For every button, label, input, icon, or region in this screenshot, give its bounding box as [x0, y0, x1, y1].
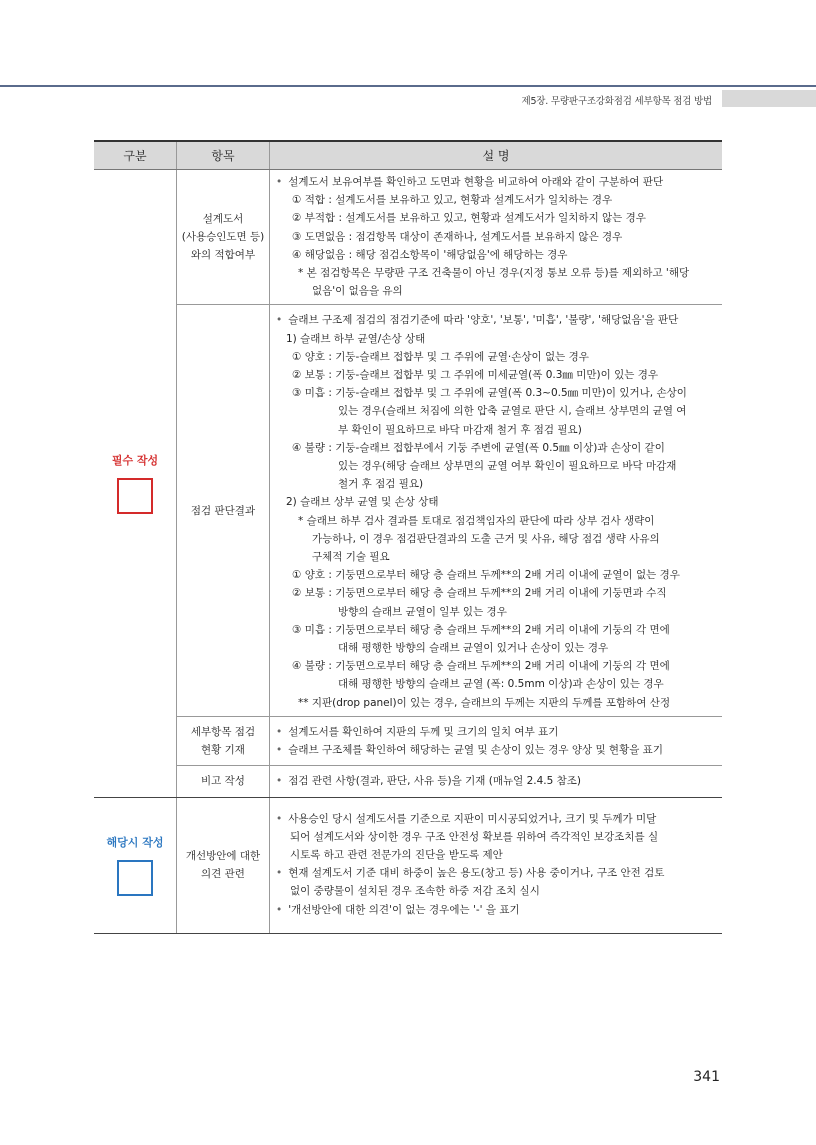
- description-line: [276, 901, 722, 919]
- header-rule: [0, 85, 816, 87]
- description-text: 시토록 하고 관련 전문가의 진단을 받도록 제안: [290, 848, 503, 861]
- item-cell: [177, 305, 270, 716]
- description-line: [276, 621, 722, 639]
- description-text: 1) 슬래브 하부 균열/손상 상태: [286, 332, 426, 345]
- description-text: 점검 관련 사항(결과, 판단, 사유 등)을 기재 (매뉴얼 2.4.5 참조): [288, 775, 582, 788]
- description-line: [276, 694, 722, 712]
- description-line: [276, 723, 722, 741]
- description-text: ② 부적합 : 설계도서를 보유하고 있고, 현황과 설계도서가 일치하지 않는 경우: [292, 212, 646, 225]
- bullet-icon: •: [276, 812, 283, 825]
- table-row: [94, 170, 722, 305]
- chapter-tab-bar: [722, 90, 816, 107]
- description-line: [276, 772, 722, 790]
- description-line: [276, 675, 722, 693]
- description-text: 있는 경우(해당 슬래브 상부면의 균열 여부 확인이 필요하므로 바닥 마감재: [338, 460, 677, 473]
- description-line: [276, 330, 722, 348]
- description-line: [276, 566, 722, 584]
- description-text: 구체적 기술 필요: [312, 551, 390, 564]
- item-label: 점검 판단결과: [190, 504, 256, 517]
- description-line: [276, 657, 722, 675]
- description-line: [276, 421, 722, 439]
- description-line: [276, 246, 722, 264]
- item-label: 와의 적합여부: [190, 249, 256, 262]
- chapter-header: [0, 90, 816, 108]
- description-text: ② 보통 : 기둥-슬래브 접합부 및 그 주위에 미세균열(폭 0.3㎜ 미만)이 있는 경우: [292, 369, 659, 382]
- description-line: [276, 882, 722, 900]
- item-label: 비고 작성: [201, 775, 245, 788]
- description-line: [276, 228, 722, 246]
- header-description: 설 명: [270, 141, 723, 170]
- item-cell: [177, 170, 270, 305]
- description-line: [276, 530, 722, 548]
- bullet-icon: •: [276, 314, 283, 327]
- description-text: '개선방안에 대한 의견'이 없는 경우에는 '-' 을 표기: [288, 903, 520, 916]
- description-text: ① 양호 : 기둥-슬래브 접합부 및 그 주위에 균열·손상이 없는 경우: [292, 350, 589, 363]
- table-row: [94, 716, 722, 765]
- description-line: [276, 584, 722, 602]
- description-text: 없이 중량물이 설치된 경우 조속한 하중 저감 조치 실시: [290, 885, 540, 898]
- item-label: 현황 기재: [201, 744, 245, 757]
- description-text: ④ 해당없음 : 해당 점검소항목이 '해당없음'에 해당하는 경우: [292, 248, 568, 261]
- description-line: [276, 548, 722, 566]
- chapter-title: 제5장. 무량판구조강화점검 세부항목 점검 방법: [521, 96, 712, 107]
- description-text: 부 확인이 필요하므로 바닥 마감재 철거 후 점검 필요): [338, 423, 582, 436]
- table-row: [94, 766, 722, 797]
- item-cell: [177, 716, 270, 765]
- description-text: ③ 미흡 : 기둥-슬래브 접합부 및 그 주위에 균열(폭 0.3~0.5㎜ 미만)이 있거나, 손상이: [292, 387, 687, 400]
- description-text: 없음'이 없음을 유의: [312, 285, 403, 298]
- description-text: 슬래브 구조체를 확인하여 해당하는 균열 및 손상이 있는 경우 양상 및 현황을 표기: [288, 744, 663, 757]
- bullet-icon: •: [276, 176, 283, 188]
- description-text: ③ 도면없음 : 점검항목 대상이 존재하나, 설계도서를 보유하지 않은 경우: [292, 230, 623, 243]
- inspection-table: [94, 140, 722, 934]
- description-text: 사용승인 당시 설계도서를 기준으로 지판이 미시공되었거나, 크기 및 두께가 미달: [288, 812, 657, 825]
- bullet-icon: •: [276, 867, 283, 880]
- if-applicable-label: 해당시 작성: [106, 836, 164, 850]
- item-label: (사용승인도면 등): [181, 231, 265, 244]
- item-label: 설계도서: [202, 213, 244, 226]
- description-line: [276, 402, 722, 420]
- bullet-icon: •: [276, 725, 283, 738]
- description-text: 방향의 슬래브 균열이 일부 있는 경우: [338, 605, 507, 618]
- item-cell: [177, 797, 270, 933]
- bullet-icon: •: [276, 744, 283, 757]
- description-text: 2) 슬래브 상부 균열 및 손상 상태: [286, 496, 439, 509]
- bullet-icon: •: [276, 775, 283, 788]
- table-header-row: [94, 141, 722, 170]
- page-number: 341: [693, 1069, 720, 1085]
- required-label: 필수 작성: [111, 454, 159, 468]
- description-text: ① 적합 : 설계도서를 보유하고 있고, 현황과 설계도서가 일치하는 경우: [292, 194, 613, 207]
- item-label: 의견 관련: [201, 868, 245, 881]
- description-text: 설계도서를 확인하여 지판의 두께 및 크기의 일치 여부 표기: [288, 725, 559, 738]
- description-cell: [270, 716, 723, 765]
- description-line: [276, 311, 722, 329]
- description-line: [276, 209, 722, 227]
- description-text: ① 양호 : 기둥면으로부터 해당 층 슬래브 두께**의 2배 거리 이내에 균열이 없는 경우: [292, 569, 680, 582]
- description-line: [276, 864, 722, 882]
- description-text: 되어 설계도서와 상이한 경우 구조 안전성 확보를 위하여 즉각적인 보강조치를 실: [290, 830, 659, 843]
- description-cell: [270, 797, 723, 933]
- group-if-applicable: [94, 797, 177, 933]
- if-applicable-checkbox[interactable]: [117, 860, 153, 896]
- description-text: * 본 점검항목은 무량판 구조 건축물이 아닌 경우(지정 통보 오류 등)를 제외하고 '해당: [298, 267, 690, 280]
- description-cell: [270, 305, 723, 716]
- header-item: 항목: [177, 141, 270, 170]
- description-line: [276, 264, 722, 282]
- item-label: 세부항목 점검: [190, 726, 256, 739]
- description-cell: [270, 170, 723, 305]
- description-text: 가능하나, 이 경우 점검판단결과의 도출 근거 및 사유, 해당 점검 생략 사유의: [312, 532, 660, 545]
- description-line: [276, 828, 722, 846]
- description-line: [276, 366, 722, 384]
- description-line: [276, 475, 722, 493]
- description-line: [276, 457, 722, 475]
- header-category: 구분: [94, 141, 177, 170]
- description-text: 설계도서 보유여부를 확인하고 도면과 현황을 비교하여 아래와 같이 구분하여 판단: [288, 176, 664, 188]
- item-cell: [177, 766, 270, 797]
- description-cell: [270, 766, 723, 797]
- description-line: [276, 348, 722, 366]
- description-line: [276, 603, 722, 621]
- description-text: ④ 불량 : 기둥면으로부터 해당 층 슬래브 두께**의 2배 거리 이내에 기둥의 각 면에: [292, 660, 670, 673]
- required-checkbox[interactable]: [117, 478, 153, 514]
- description-line: [276, 512, 722, 530]
- description-text: 슬래브 구조제 점검의 점검기준에 따라 '양호', '보통', '미흡', '불량', '해당없음'을 판단: [288, 314, 679, 327]
- description-text: 현재 설계도서 기준 대비 하중이 높은 용도(창고 등) 사용 중이거나, 구조 안전 검토: [288, 867, 665, 880]
- description-line: [276, 384, 722, 402]
- description-text: * 슬래브 하부 검사 결과를 토대로 점검책임자의 판단에 따라 상부 검사 생략이: [298, 514, 655, 527]
- description-text: 대해 평행한 방향의 슬래브 균열이 있거나 손상이 있는 경우: [338, 642, 609, 655]
- description-line: [276, 191, 722, 209]
- description-line: [276, 741, 722, 759]
- description-text: 철거 후 점검 필요): [338, 478, 424, 491]
- table-row: [94, 305, 722, 716]
- description-line: [276, 173, 722, 191]
- description-line: [276, 846, 722, 864]
- description-line: [276, 810, 722, 828]
- description-text: 대해 평행한 방향의 슬래브 균열 (폭: 0.5mm 이상)과 손상이 있는 경우: [338, 678, 664, 691]
- bullet-icon: •: [276, 903, 283, 916]
- description-line: [276, 282, 722, 300]
- description-text: 있는 경우(슬래브 처짐에 의한 압축 균열로 판단 시, 슬래브 상부면의 균열 여: [338, 405, 687, 418]
- description-text: ④ 불량 : 기둥-슬래브 접합부에서 기둥 주변에 균열(폭 0.5㎜ 이상)과 손상이 같이: [292, 441, 665, 454]
- item-label: 개선방안에 대한: [185, 850, 261, 863]
- description-text: ** 지판(drop panel)이 있는 경우, 슬래브의 두께는 지판의 두께를 포함하여 산정: [298, 696, 671, 709]
- description-text: ② 보통 : 기둥면으로부터 해당 층 슬래브 두께**의 2배 거리 이내에 기둥면과 수직: [292, 587, 667, 600]
- description-text: ③ 미흡 : 기둥면으로부터 해당 층 슬래브 두께**의 2배 거리 이내에 기둥의 각 면에: [292, 623, 670, 636]
- group-required: [94, 170, 177, 798]
- description-line: [276, 639, 722, 657]
- description-line: [276, 439, 722, 457]
- table-row: [94, 797, 722, 933]
- description-line: [276, 493, 722, 511]
